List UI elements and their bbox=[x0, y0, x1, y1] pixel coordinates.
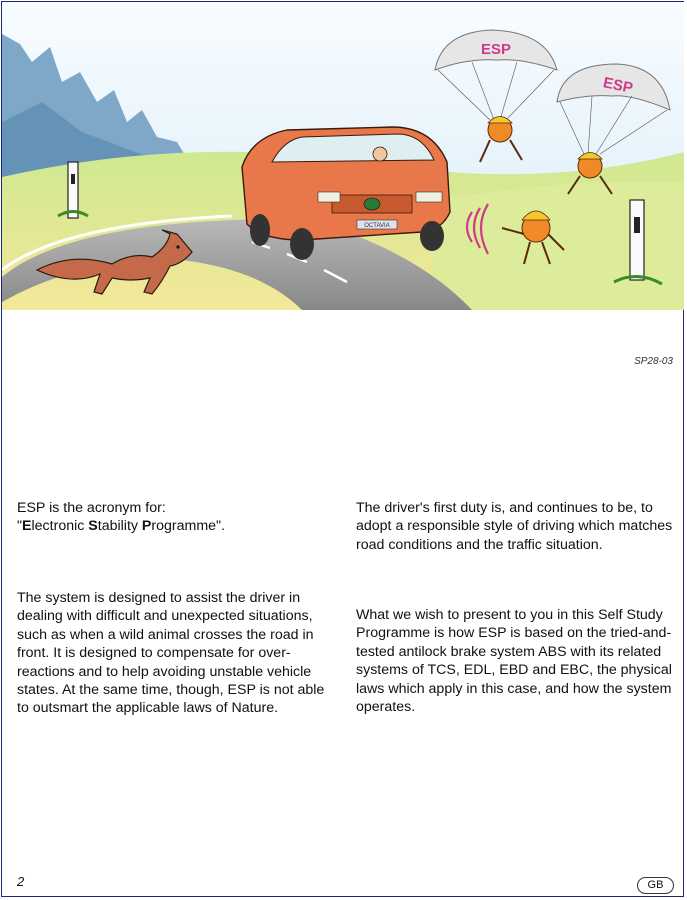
canopy-label-2: ESP bbox=[601, 74, 635, 98]
acronym-letter-p: P bbox=[141, 518, 152, 535]
acronym-intro: ESP is the acronym for: bbox=[17, 500, 166, 516]
illustration bbox=[2, 2, 684, 310]
quote-mark: " bbox=[17, 518, 23, 535]
acronym-paragraph bbox=[17, 499, 337, 536]
canopy-label-1: ESP bbox=[480, 41, 512, 58]
left-column-2 bbox=[17, 589, 337, 718]
page-number: 2 bbox=[17, 874, 25, 889]
license-plate: OCTAVIA bbox=[364, 223, 390, 229]
acronym-word-3: rogramme". bbox=[151, 518, 226, 535]
hill-right bbox=[432, 181, 684, 310]
figure-code: SP28-03 bbox=[634, 356, 673, 367]
language-badge: GB bbox=[637, 877, 674, 894]
right-column-2 bbox=[356, 606, 678, 716]
acronym-word-1: lectronic bbox=[31, 518, 89, 535]
left-column bbox=[17, 499, 337, 536]
acronym-letter-s: S bbox=[88, 518, 98, 535]
acronym-word-2: tability bbox=[97, 518, 142, 535]
driver-duty-paragraph: The driver's first duty is, and continues to be, to adopt a responsible style of driving which matches road conditions and the traffic situation. bbox=[356, 500, 673, 553]
acronym-letter-e: E bbox=[22, 518, 32, 535]
right-column bbox=[356, 499, 678, 554]
system-paragraph: The system is designed to assist the driver in dealing with difficult and unexpected situations, such as when a wild animal crosses the road in front. It is designed to compensate for over-reactions and to help avoiding unstable vehicle states. At the same time, though, ESP is not able to outsmart the applicable laws of Nature. bbox=[17, 590, 325, 717]
programme-paragraph: What we wish to present to you in this Self Study Programme is how ESP is based on the tried-and-tested antilock brake system ABS with its related systems of TCS, EDL, EBD and EBC, the physical laws which apply in this case, and how the system operates. bbox=[356, 607, 672, 716]
